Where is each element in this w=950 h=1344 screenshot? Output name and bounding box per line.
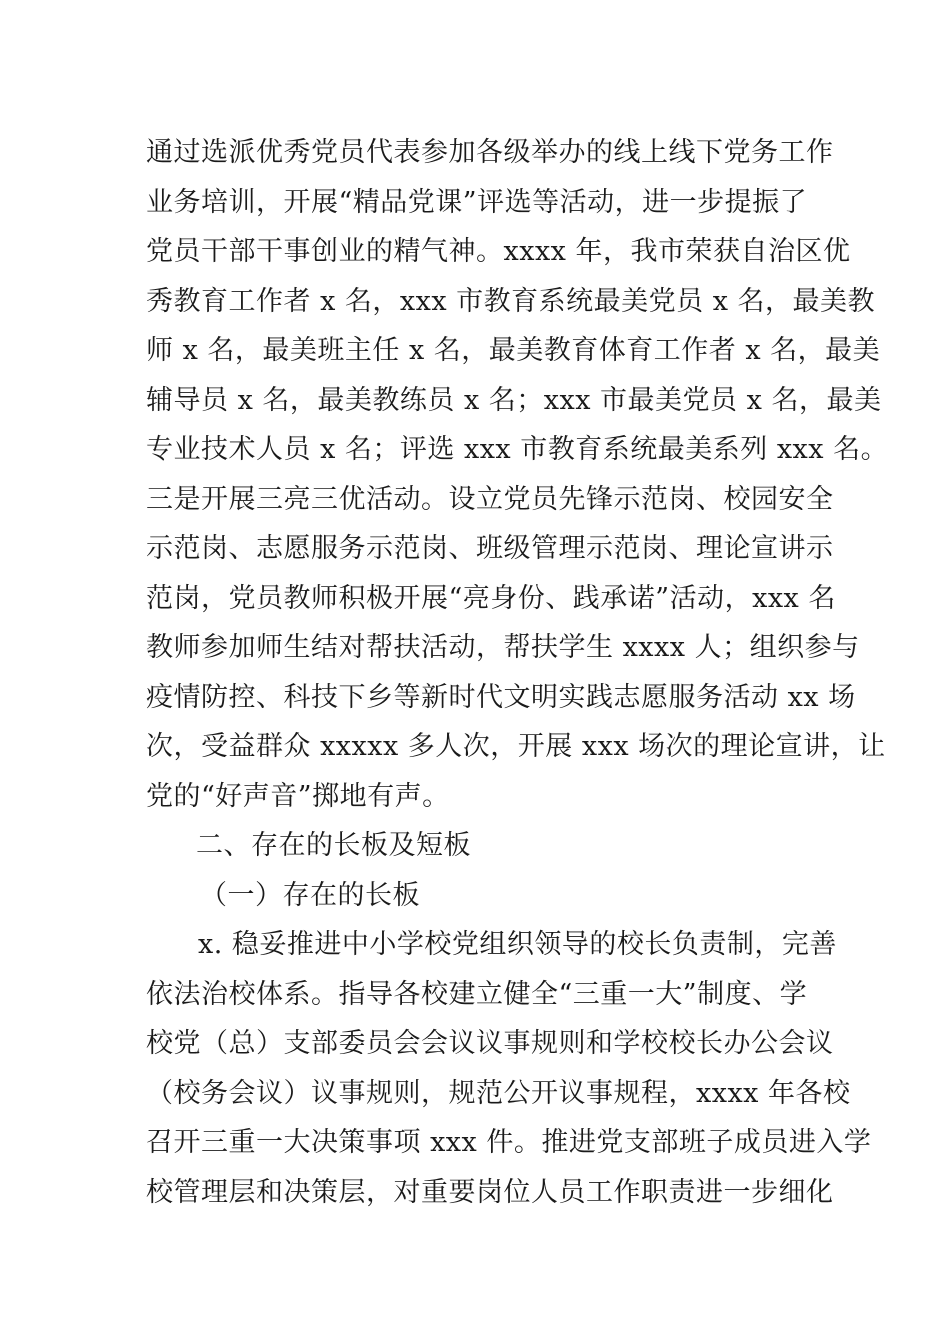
paragraph-line: （校务会议）议事规则，规范公开议事规程，xxxx 年各校 [146,1078,851,1109]
paragraph-line: 召开三重一大决策事项 xxx 件。推进党支部班子成员进入学 [146,1127,872,1158]
paragraph-line: 疫情防控、科技下乡等新时代文明实践志愿服务活动 xx 场 [146,682,856,713]
paragraph-line: 次，受益群众 xxxxx 多人次，开展 xxx 场次的理论宣讲，让 [146,731,886,762]
paragraph-line: 三是开展三亮三优活动。设立党员先锋示范岗、校园安全 [146,484,834,515]
paragraph-line: x. 稳妥推进中小学校党组织领导的校长负责制，完善 [198,929,837,960]
paragraph-line: 党的“好声音”掷地有声。 [146,781,450,812]
paragraph-line: 师 x 名，最美班主任 x 名，最美教育体育工作者 x 名，最美 [146,335,881,366]
paragraph-line: 示范岗、志愿服务示范岗、班级管理示范岗、理论宣讲示 [146,533,834,564]
paragraph-line: 范岗，党员教师积极开展“亮身份、践承诺”活动，xxx 名 [146,583,836,614]
paragraph-line: 辅导员 x 名，最美教练员 x 名；xxx 市最美党员 x 名，最美 [146,385,882,416]
section-heading: 二、存在的长板及短板 [196,830,471,861]
paragraph-line: 专业技术人员 x 名；评选 xxx 市教育系统最美系列 xxx 名。 [146,434,889,465]
subsection-heading: （一）存在的长板 [200,880,420,911]
paragraph-line: 通过选派优秀党员代表参加各级举办的线上线下党务工作 [146,137,834,168]
paragraph-line: 依法治校体系。指导各校建立健全“三重一大”制度、学 [146,979,808,1010]
paragraph-line: 业务培训，开展“精品党课”评选等活动，进一步提振了 [146,187,808,218]
paragraph-line: 校管理层和决策层，对重要岗位人员工作职责进一步细化 [146,1177,834,1208]
paragraph-line: 校党（总）支部委员会会议议事规则和学校校长办公会议 [146,1028,834,1059]
paragraph-line: 教师参加师生结对帮扶活动，帮扶学生 xxxx 人；组织参与 [146,632,860,663]
paragraph-line: 秀教育工作者 x 名，xxx 市教育系统最美党员 x 名，最美教 [146,286,876,317]
paragraph-line: 党员干部干事创业的精气神。xxxx 年，我市荣获自治区优 [146,236,851,267]
